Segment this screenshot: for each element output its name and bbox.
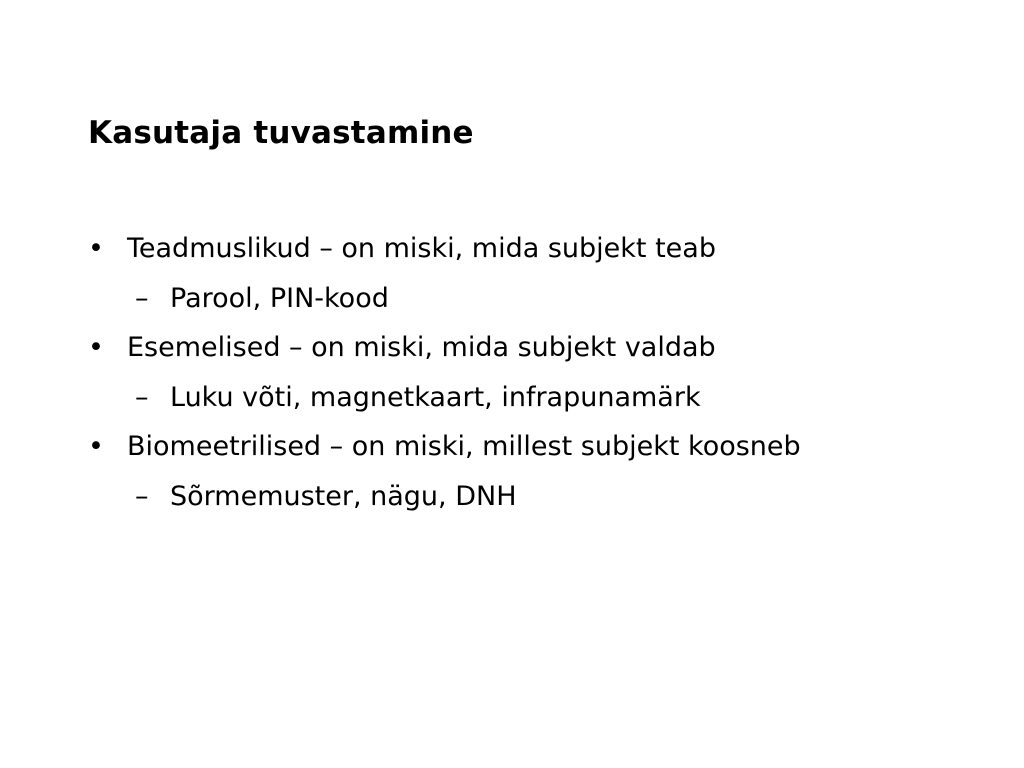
bullet-text: Biomeetrilised – on miski, millest subjekt koosneb <box>127 431 801 462</box>
bullet-marker: • <box>88 332 104 363</box>
sub-bullet-item-parool <box>88 277 988 327</box>
bullet-marker: • <box>88 431 104 462</box>
sub-bullet-text: Luku võti, magnetkaart, infrapunamärk <box>170 381 701 413</box>
sub-bullet-text: Sõrmemuster, nägu, DNH <box>170 480 517 512</box>
bullet-marker: • <box>88 233 104 264</box>
slide-title: Kasutaja tuvastamine <box>88 115 474 151</box>
bullet-list <box>88 227 988 524</box>
sub-bullet-text: Parool, PIN-kood <box>170 282 389 314</box>
bullet-item-teadmuslikud <box>88 227 988 277</box>
bullet-item-esemelised <box>88 326 988 376</box>
bullet-item-biomeetrilised <box>88 425 988 475</box>
sub-bullet-marker: – <box>135 480 149 512</box>
sub-bullet-item-sormemuster <box>88 475 988 525</box>
sub-bullet-marker: – <box>135 282 149 314</box>
bullet-text: Esemelised – on miski, mida subjekt valdab <box>127 332 716 363</box>
sub-bullet-item-luku-voti <box>88 376 988 426</box>
bullet-text: Teadmuslikud – on miski, mida subjekt teab <box>127 233 716 264</box>
sub-bullet-marker: – <box>135 381 149 413</box>
